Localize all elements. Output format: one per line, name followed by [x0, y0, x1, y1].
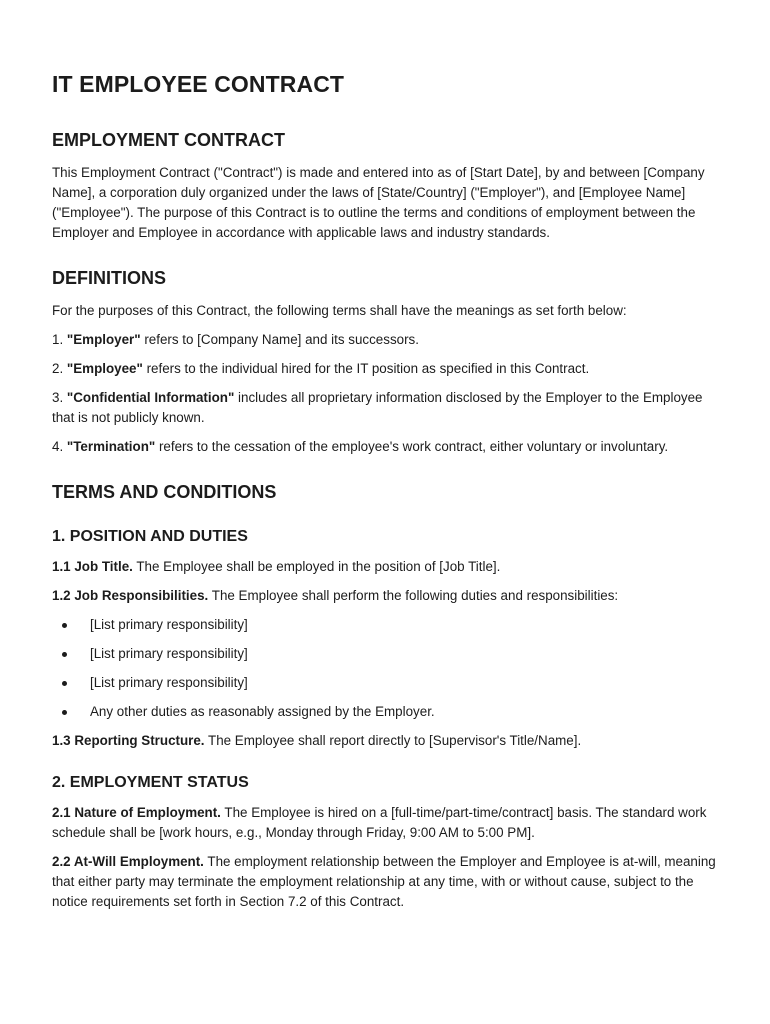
definition-term: "Termination" [66, 439, 156, 454]
clause-label: 1.2 Job Responsibilities. [52, 588, 209, 603]
bullet-icon [62, 710, 67, 715]
definitions-section [52, 265, 720, 457]
definition-item [52, 359, 720, 379]
document-page [52, 66, 720, 921]
terms-section [52, 479, 720, 912]
definition-text: refers to [Company Name] and its successors. [140, 332, 419, 347]
definition-text: refers to the individual hired for the IT position as specified in this Contract. [142, 361, 590, 376]
definition-number: 3. [52, 390, 67, 405]
reporting-structure-clause [52, 731, 720, 751]
position-duties-section [52, 525, 720, 751]
at-will-employment-clause [52, 852, 720, 912]
list-item [52, 702, 720, 722]
list-item-text: [List primary responsibility] [90, 646, 248, 661]
definition-text: refers to the cessation of the employee's work contract, either voluntary or involuntary. [155, 439, 669, 454]
definition-number: 4. [52, 439, 67, 454]
list-item [52, 673, 720, 693]
definition-number: 2. [52, 361, 67, 376]
bullet-icon [62, 681, 67, 686]
responsibilities-list [52, 615, 720, 722]
employment-contract-section [52, 127, 720, 243]
definition-number: 1. [52, 332, 67, 347]
employment-status-heading: 2. EMPLOYMENT STATUS [52, 774, 249, 791]
definition-text: includes all proprietary information disclosed by the Employer to the Employee that is not publicly known. [52, 390, 703, 425]
clause-label: 1.1 Job Title. [52, 559, 133, 574]
clause-text: The Employee shall perform the following duties and responsibilities: [208, 588, 619, 603]
list-item-text: Any other duties as reasonably assigned by the Employer. [90, 704, 435, 719]
definition-term: "Employee" [66, 361, 143, 376]
bullet-icon [62, 652, 67, 657]
list-item-text: [List primary responsibility] [90, 617, 248, 632]
clause-label: 2.2 At-Will Employment. [52, 854, 204, 869]
definition-term: "Confidential Information" [66, 390, 235, 405]
position-duties-heading: 1. POSITION AND DUTIES [52, 528, 248, 545]
definitions-intro: For the purposes of this Contract, the following terms shall have the meanings as set forth below: [52, 303, 627, 318]
list-item [52, 615, 720, 635]
nature-of-employment-clause [52, 803, 720, 843]
list-item [52, 644, 720, 664]
employment-contract-heading: EMPLOYMENT CONTRACT [52, 130, 285, 150]
definition-term: "Employer" [66, 332, 141, 347]
employment-contract-body: This Employment Contract ("Contract") is made and entered into as of [Start Date], by and between [Company Name], a corporation duly organized under the laws of [State/Country] ("Employer"), and [Employee Name] ("Employee"). The purpose of this Contract is to outline the terms and conditions of employment between the Employer and Employee in accordance with applicable laws and industry standards. [52, 165, 705, 240]
clause-label: 1.3 Reporting Structure. [52, 733, 205, 748]
job-responsibilities-clause [52, 586, 720, 606]
definition-item [52, 437, 720, 457]
list-item-text: [List primary responsibility] [90, 675, 248, 690]
job-title-clause [52, 557, 720, 577]
clause-text: The Employee is hired on a [full-time/part-time/contract] basis. The standard work schedule shall be [work hours, e.g., Monday through Friday, 9:00 AM to 5:00 PM]. [52, 805, 707, 840]
definitions-heading: DEFINITIONS [52, 268, 167, 288]
bullet-icon [62, 623, 67, 628]
definition-item [52, 330, 720, 350]
clause-text: The employment relationship between the Employer and Employee is at-will, meaning that either party may terminate the employment relationship at any time, with or without cause, subject to the notice requirements set forth in Section 7.2 of this Contract. [52, 854, 716, 909]
terms-heading: TERMS AND CONDITIONS [52, 482, 277, 502]
document-title: IT EMPLOYEE CONTRACT [52, 71, 345, 97]
clause-label: 2.1 Nature of Employment. [52, 805, 221, 820]
employment-status-section [52, 771, 720, 912]
clause-text: The Employee shall report directly to [Supervisor's Title/Name]. [204, 733, 582, 748]
definition-item [52, 388, 720, 428]
clause-text: The Employee shall be employed in the position of [Job Title]. [132, 559, 501, 574]
